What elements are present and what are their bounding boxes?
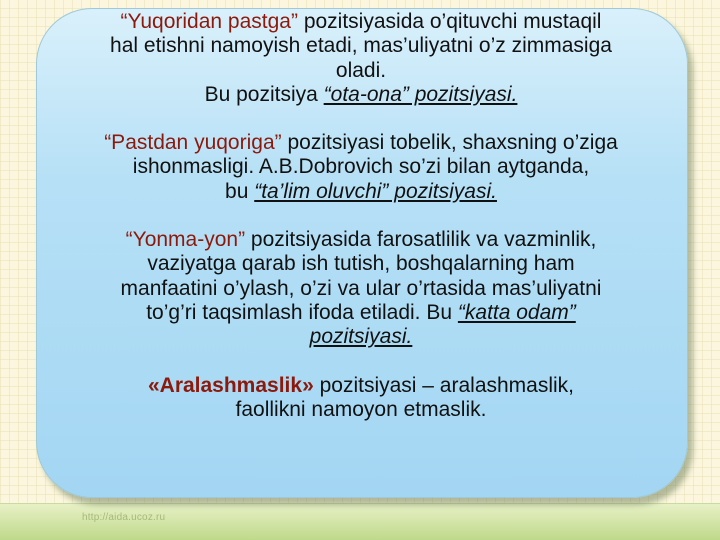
position-label-link: “katta odam” bbox=[457, 300, 576, 324]
line bbox=[36, 374, 686, 398]
text: bu bbox=[225, 179, 255, 203]
position-label-link: “ta’lim oluvchi” pozitsiyasi. bbox=[254, 179, 497, 203]
watermark: http://aida.ucoz.ru bbox=[82, 512, 166, 523]
paragraph-top-down bbox=[36, 10, 686, 107]
text: pozitsiyasida farosatlilik va vazminlik, bbox=[245, 228, 597, 252]
line: ishonmasligi. A.B.Dobrovich so’zi bilan aytganda, bbox=[132, 155, 590, 179]
line bbox=[36, 131, 686, 155]
line bbox=[36, 83, 686, 107]
line bbox=[36, 180, 686, 204]
slide-content bbox=[36, 10, 686, 446]
position-label-link: “ota-ona” pozitsiyasi. bbox=[323, 82, 518, 106]
position-label-link: pozitsiyasi. bbox=[309, 325, 413, 349]
line: vaziyatga qarab ish tutish, boshqalarning ham bbox=[147, 252, 575, 276]
line bbox=[36, 228, 686, 252]
line bbox=[36, 325, 686, 349]
text: Bu pozitsiya bbox=[204, 82, 324, 106]
text: pozitsiyasi tobelik, shaxsning o’ziga bbox=[281, 131, 618, 155]
line bbox=[36, 10, 686, 34]
line bbox=[36, 301, 686, 325]
position-name: “Yuqoridan pastga” bbox=[120, 10, 298, 33]
line: oladi. bbox=[335, 58, 387, 82]
line: hal etishni namoyish etadi, mas’uliyatni o’z zimmasiga bbox=[110, 34, 612, 58]
position-name: «Aralashmaslik» bbox=[147, 373, 314, 397]
paragraph-non-interference bbox=[36, 374, 686, 423]
paragraph-side-by-side bbox=[36, 228, 686, 349]
text: pozitsiyasida o’qituvchi mustaqil bbox=[297, 10, 602, 33]
line: faollikni namoyon etmaslik. bbox=[235, 397, 487, 421]
position-name: “Pastdan yuqoriga” bbox=[104, 131, 282, 155]
text: to’g’ri taqsimlash ifoda etiladi. Bu bbox=[146, 300, 458, 324]
paragraph-bottom-up bbox=[36, 131, 686, 204]
text: pozitsiyasi – aralashmaslik, bbox=[313, 373, 575, 397]
line: manfaatini o’ylash, o’zi va ular o’rtasida mas’uliyatni bbox=[120, 276, 602, 300]
position-name: “Yonma-yon” bbox=[125, 228, 246, 252]
